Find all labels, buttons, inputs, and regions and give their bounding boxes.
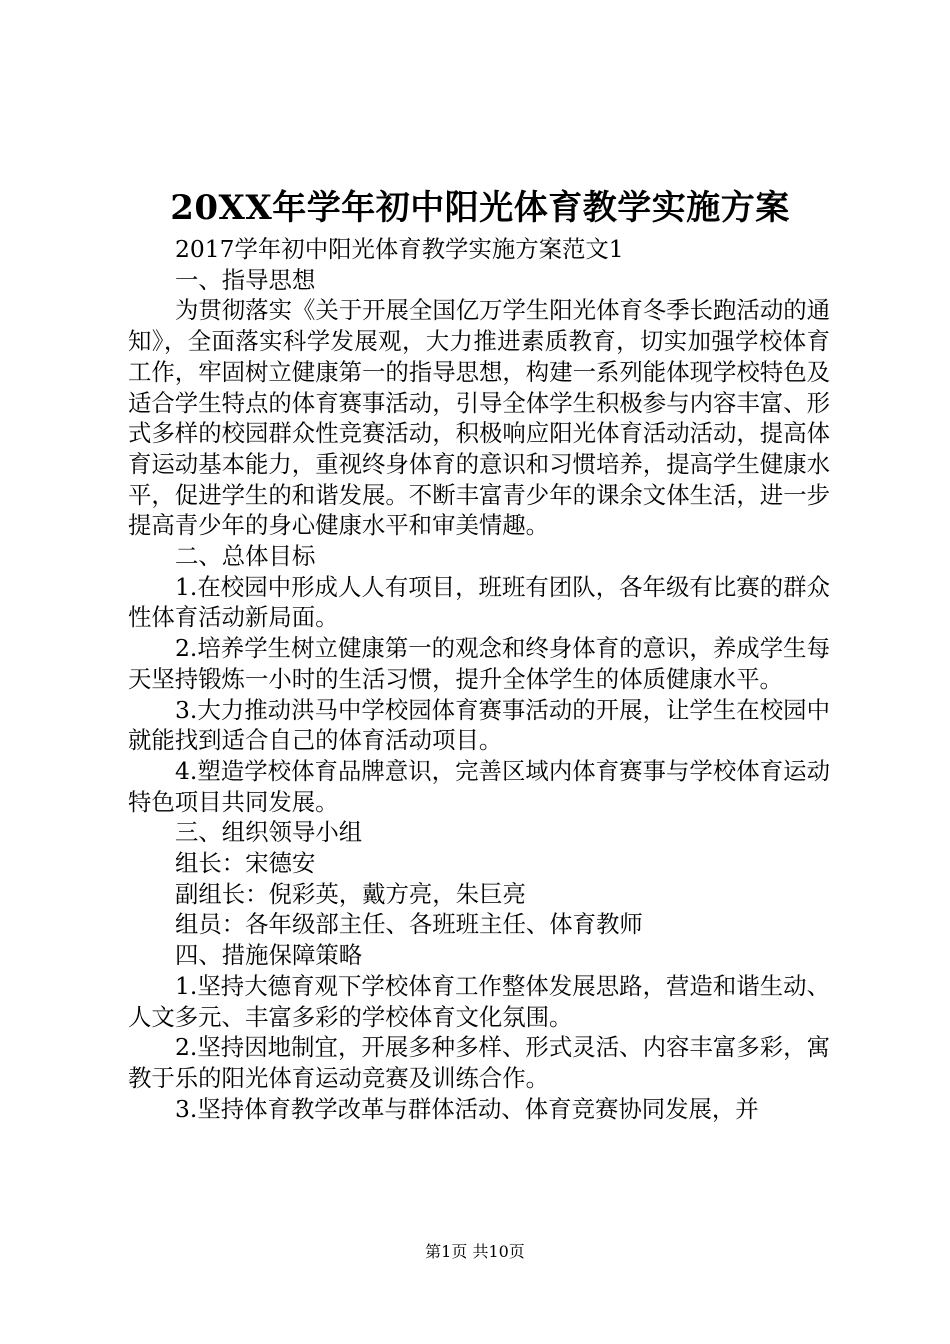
document-title: 20XX年学年初中阳光体育教学实施方案 bbox=[170, 188, 790, 228]
list-item: 1.坚持大德育观下学校体育工作整体发展思路，营造和谐生动、人文多元、丰富多彩的学校体育文化氛围。 bbox=[128, 971, 830, 1031]
section-heading-leadership-group: 三、组织领导小组 bbox=[175, 818, 363, 847]
section-heading-measures: 四、措施保障策略 bbox=[175, 941, 363, 970]
body-paragraph: 为贯彻落实《关于开展全国亿万学生阳光体育冬季长跑活动的通知》，全面落实科学发展观，大力推进素质教育，切实加强学校体育工作，牢固树立健康第一的指导思想，构建一系列能体现学校特色及适合学生特点的体育赛事活动，引导全体学生积极参与内容丰富、形式多样的校园群众性竞赛活动，积极响应阳光体育活动活动，提高体育运动基本能力，重视终身体育的意识和习惯培养，提高学生健康水平，促进学生的和谐发展。不断丰富青少年的课余文体生活，进一步提高青少年的身心健康水平和审美情趣。 bbox=[128, 296, 830, 540]
list-item: 3.大力推动洪马中学校园体育赛事活动的开展，让学生在校园中就能找到适合自己的体育活动项目。 bbox=[128, 695, 830, 755]
members-line: 组员：各年级部主任、各班班主任、体育教师 bbox=[175, 910, 643, 939]
section-heading-guiding-ideology: 一、指导思想 bbox=[175, 265, 316, 294]
section-heading-overall-goals: 二、总体目标 bbox=[175, 542, 316, 571]
leader-line: 组长：宋德安 bbox=[175, 849, 316, 878]
deputy-leader-line: 副组长：倪彩英，戴方亮，朱巨亮 bbox=[175, 879, 526, 908]
list-item: 4.塑造学校体育品牌意识，完善区域内体育赛事与学校体育运动特色项目共同发展。 bbox=[128, 756, 830, 816]
page-footer: 第1页 共10页 bbox=[425, 1242, 525, 1261]
subtitle-paragraph: 2017学年初中阳光体育教学实施方案范文1 bbox=[175, 235, 624, 263]
list-item: 3.坚持体育教学改革与群体活动、体育竞赛协同发展，并 bbox=[175, 1094, 759, 1123]
list-item: 2.培养学生树立健康第一的观念和终身体育的意识，养成学生每天坚持锻炼一小时的生活习惯，提升全体学生的体质健康水平。 bbox=[128, 634, 830, 693]
list-item: 1.在校园中形成人人有项目，班班有团队，各年级有比赛的群众性体育活动新局面。 bbox=[128, 572, 830, 632]
document-body bbox=[128, 234, 830, 1124]
list-item: 2.坚持因地制宜，开展多种多样、形式灵活、内容丰富多彩，寓教于乐的阳光体育运动竞赛及训练合作。 bbox=[128, 1033, 830, 1092]
